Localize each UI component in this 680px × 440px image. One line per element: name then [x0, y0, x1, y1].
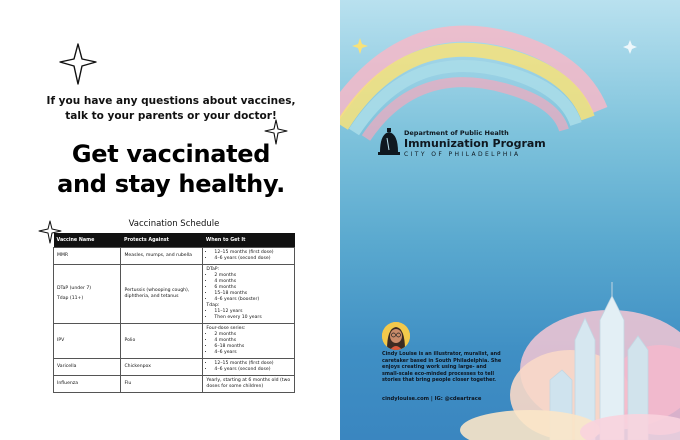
dose-item: • 6 months: [214, 285, 291, 291]
schedule-intro: Four-dose series:: [206, 326, 246, 331]
liberty-bell-logo-icon: [376, 128, 402, 158]
dose-item: • 12–15 months (first dose): [214, 250, 291, 256]
artist-portrait-icon: [382, 322, 410, 350]
program-name: Immunization Program: [404, 137, 546, 150]
protects-against: Measles, mumps, and rubella: [121, 248, 203, 265]
vaccine-name: Influenza: [54, 376, 121, 393]
headline: [30, 139, 312, 199]
health-department-logo: [404, 129, 546, 159]
artist-avatar: [382, 322, 410, 350]
vaccine-name-dtap: DTaP (under 7): [57, 286, 92, 291]
protects-against: Flu: [121, 376, 203, 393]
table-row: [54, 248, 295, 265]
vaccine-name: [54, 265, 121, 324]
col-header-protects: Protects Against: [121, 233, 203, 248]
when-to-get: [203, 324, 295, 359]
dose-item: • 2 months: [214, 273, 291, 279]
artist-bio: Cindy Louise is an illustrator, muralist, and caretaker based in South Philadelphia. She enjoys creating work using large- and small-scale eco-minded processes to tell stories that bring people closer together.: [382, 351, 502, 384]
vaccine-name-tdap: Tdap (11+): [57, 296, 84, 301]
vaccine-name: IPV: [54, 324, 121, 359]
vaccination-schedule-table: [53, 233, 295, 393]
dose-item: • 4–6 years (second dose): [214, 256, 291, 262]
table-row: [54, 359, 295, 376]
vaccine-question-text: If you have any questions about vaccines, talk to your parents or your doctor!: [46, 95, 296, 122]
vaccine-name: MMR: [54, 248, 121, 265]
dose-item: • Then every 10 years: [214, 315, 291, 321]
when-to-get: Yearly, starting at 6 months old (two doses for some children): [203, 376, 295, 393]
dose-item: • 15–18 months: [214, 291, 291, 297]
when-to-get: [203, 248, 295, 265]
col-header-vaccine: Vaccine Name: [54, 233, 121, 248]
schedule-title: Vaccination Schedule: [128, 219, 220, 229]
when-to-get: [203, 359, 295, 376]
col-header-when: When to Get It: [203, 233, 295, 248]
department-name: Department of Public Health: [404, 129, 509, 137]
table-row: [54, 324, 295, 359]
dose-item: • 4 months: [214, 338, 291, 344]
city-name: CITY OF PHILADELPHIA: [404, 151, 521, 158]
headline-line-1: Get vaccinated: [71, 140, 271, 168]
table-row: [54, 265, 295, 324]
dose-item: • 4–6 years (booster): [214, 297, 291, 303]
artist-website-link[interactable]: cindylouise.com | IG: @cdeartrace: [382, 396, 482, 402]
dose-item: • 12–15 months (first dose): [214, 361, 291, 367]
protects-against: Polio: [121, 324, 203, 359]
schedule-intro: DTaP:: [206, 267, 220, 272]
dose-item: • 2 months: [214, 332, 291, 338]
vaccine-name: Varicella: [54, 359, 121, 376]
when-to-get: [203, 265, 295, 324]
sparkle-star-icon: [58, 42, 98, 86]
dose-item: • 4–6 years: [214, 350, 291, 356]
headline-line-2: and stay healthy.: [57, 170, 285, 198]
dose-item: • 4–6 years (second dose): [214, 367, 291, 373]
schedule-intro: Tdap:: [206, 303, 220, 308]
dose-item: • 4 months: [214, 279, 291, 285]
table-row: [54, 376, 295, 393]
dose-item: • 11–12 years: [214, 309, 291, 315]
protects-against: Chickenpox: [121, 359, 203, 376]
dose-item: • 6–18 months: [214, 344, 291, 350]
protects-against: Pertussis (whooping cough), diphtheria, and tetanus: [121, 265, 203, 324]
